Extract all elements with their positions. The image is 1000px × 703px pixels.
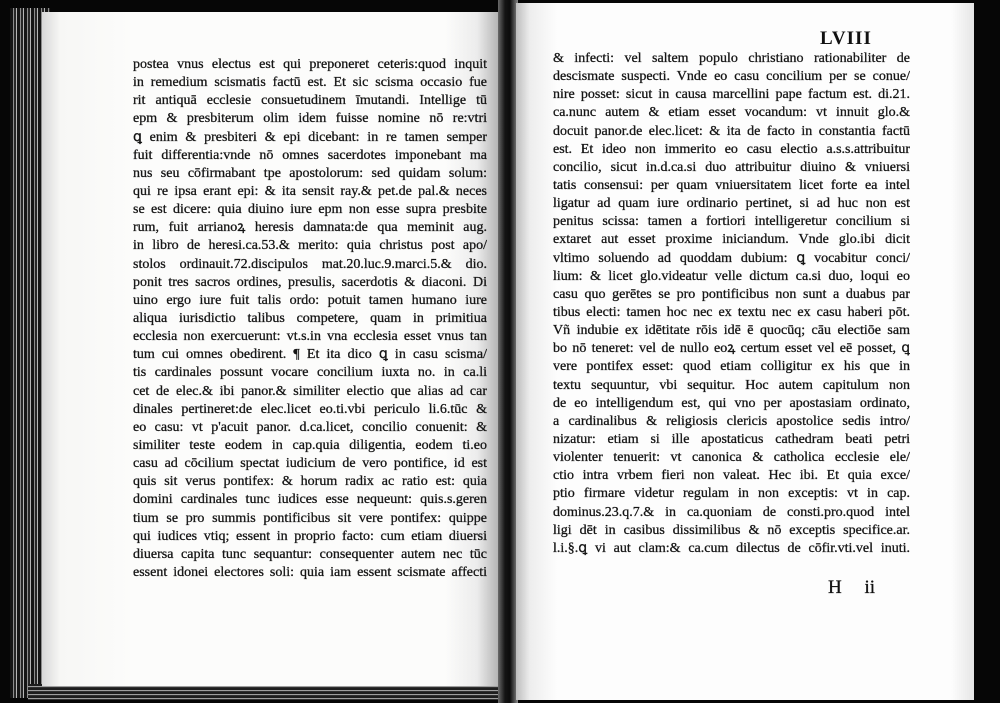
text-line: descismate suspecti. Vnde eo casu concilium per se conue/ <box>553 69 910 85</box>
text-line: penitus scissa: tamen a fortiori intelligeretur concilium si <box>553 214 910 230</box>
text-line: textu sequuntur, vbi sequitur. Hoc autem capitulum non <box>553 377 910 393</box>
text-line: ꝗ enim & presbiteri & epi dicebant: in re tamen semper <box>133 129 487 145</box>
text-line: aliqua iurisdictio talibus competere, quam in primitiua <box>133 310 487 326</box>
text-line: qui iudices vtiq; essent in proprio facto: cum etiam diuersi <box>133 528 487 544</box>
text-line: ligatur ad quam iure ordinario pertinet, si ad huc non est <box>553 196 910 212</box>
text-line: ligi dēt in casibus dissimilibus & nō exceptis specifice.ar. <box>553 522 910 538</box>
page-edges-bottom <box>28 684 506 700</box>
text-line: tis cardinales possunt vocare concilium iuxta no. in ca.li <box>133 365 487 381</box>
text-line: in remedium scismatis factū est. Et sic scisma occasio fue <box>133 75 487 91</box>
text-line: tibus electi: tamen hoc nec ex textu nec ex casu haberi pōt. <box>553 304 910 320</box>
text-line: l.i.§.ꝗ vi aut clam:& ca.cum dilectus de cōfir.vti.vel inuti. <box>553 540 910 556</box>
text-line: ctio intra vrbem fieri non valeat. Hec ibi. Et quia exce/ <box>553 468 910 484</box>
text-line: dominus.23.q.7.& in ca.quoniam de consti.pro.quod intel <box>553 504 910 520</box>
text-line: Vñ indubie ex idētitate rōis idē ē quocūq; cāu electiōe sam <box>553 323 910 339</box>
text-line: qui re ipsa erant epi: & ita sensit ray.& pet.de pal.& neces <box>133 183 487 199</box>
text-line: de eo intelligendum est, qui vno per apostasiam ordinato, <box>553 395 910 411</box>
text-line: extaret aut esset proxime iniciandum. Vnde glo.ibi dicit <box>553 232 910 248</box>
text-line: bo nō teneret: vel de nullo eoꝝ certum esset vel eē posset, ꝗ <box>553 341 910 357</box>
text-line: similiter teste eodem in cap.quia diligentia, eodem ti.eo <box>133 437 487 453</box>
text-line: a cardinalibus & religiosis clericis apostolice sedis intro/ <box>553 413 910 429</box>
text-line: ptio firmare videtur regulam in non exceptis: vt in cap. <box>553 486 910 502</box>
text-line: in libro de heresi.ca.53.& merito: quia christus post apo/ <box>133 238 487 254</box>
text-line: diuersa capita tunc sequantur: consequenter autem nec tūc <box>133 546 487 562</box>
text-line: se est dicere: quia diuino iure epm non esse supra presbite <box>133 202 487 218</box>
text-line: rit antiquā ecclesie consuetudinem īmutandi. Intellige tū <box>133 93 487 109</box>
text-line: casu quo gerētes se pro pontificibus non sunt a duabus par <box>553 286 910 302</box>
text-line: eo casu: vt p'acuit panor. d.ca.licet, concilio conuenit: & <box>133 419 487 435</box>
text-line: fuit differentia:vnde nō omnes sacerdotes imponebant ma <box>133 147 487 163</box>
text-line: tum cui omnes obedirent. ¶ Et ita dico ꝗ in casu scisma/ <box>133 347 487 363</box>
text-line: nus seu cōfirmabant tpe apostolorum: sed quidam solum: <box>133 165 487 181</box>
text-line: vltimo soluendo ad quoddam dubium: ꝗ vocabitur conci/ <box>553 250 910 266</box>
text-line: est. Et ideo non immerito eo casu electio a.s.s.attribuitur <box>553 141 910 157</box>
text-line: vere pontifex esset: quod etiam colligitur ex his que in <box>553 359 910 375</box>
text-line: epm & presbiterum olim idem fuisse nomine nō re:vtri <box>133 111 487 127</box>
text-line: cet de elec.& ibi panor.& similiter electio que alias ad car <box>133 383 487 399</box>
folio-number: LVIII <box>820 28 872 49</box>
text-line: quis sit verus pontifex: & horum radix ac ratio est: quia <box>133 474 487 490</box>
text-line: stolos ordinauit.72.discipulos mat.20.luc.9.marci.5.& dio. <box>133 256 487 272</box>
text-line: lium: & licet glo.videatur velle dictum ca.si duo, loqui eo <box>553 268 910 284</box>
text-line: dinales pertineret:de elec.licet eo.ti.vbi periculo li.6.tūc & <box>133 401 487 417</box>
text-line: casu ad cōcilium spectat iudicium de vero pontifice, id est <box>133 456 487 472</box>
left-text-block <box>133 56 487 582</box>
text-line: tium se pro summis pontificibus sit vere pontifex: quippe <box>133 510 487 526</box>
right-text-block <box>553 50 910 558</box>
text-line: essent idonei electores soli: quia iam essent scismate affecti <box>133 564 487 580</box>
signature-mark: H ii <box>828 577 876 598</box>
text-line: docuit panor.de elec.licet: & ita de facto in constantia factū <box>553 123 910 139</box>
gutter <box>498 0 518 703</box>
text-line: postea vnus electus est qui preponeret ceteris:quod inquit <box>133 57 487 72</box>
text-line: nizatur: etiam si ille apostaticus cathedram beati petri <box>553 431 910 447</box>
text-line: rum, fuit arrianoꝝ heresis damnata:de qua meminit aug. <box>133 220 487 236</box>
text-line: tatis consensui: per quam vniuersitatem licet forte ea intel <box>553 177 910 193</box>
text-line: ca.nunc autem & etiam esset vocandum: vt innuit glo.& <box>553 105 910 121</box>
text-line: domini cardinales tunc iudices esse nequeunt: quis.s.geren <box>133 492 487 508</box>
text-line: ponit tres sacros ordines, presulis, sacerdotis & diaconi. Di <box>133 274 487 290</box>
text-line: concilio, sicut in.d.ca.si duo attribuitur diuino & vniuersi <box>553 159 910 175</box>
text-line: nire posset: sicut in causa marcellini pape factum est. di.21. <box>553 87 910 103</box>
text-line: ecclesia non exercuerunt: vt.s.in vna ecclesia esset vnus tan <box>133 329 487 345</box>
text-line: & infecti: vel saltem populo christiano rationabiliter de <box>553 51 910 66</box>
text-line: violenter tenuerit: vt canonica & catholica ecclesie ele/ <box>553 450 910 466</box>
text-line: uino ergo iure fuit talis ordo: potuit tamen humano iure <box>133 292 487 308</box>
